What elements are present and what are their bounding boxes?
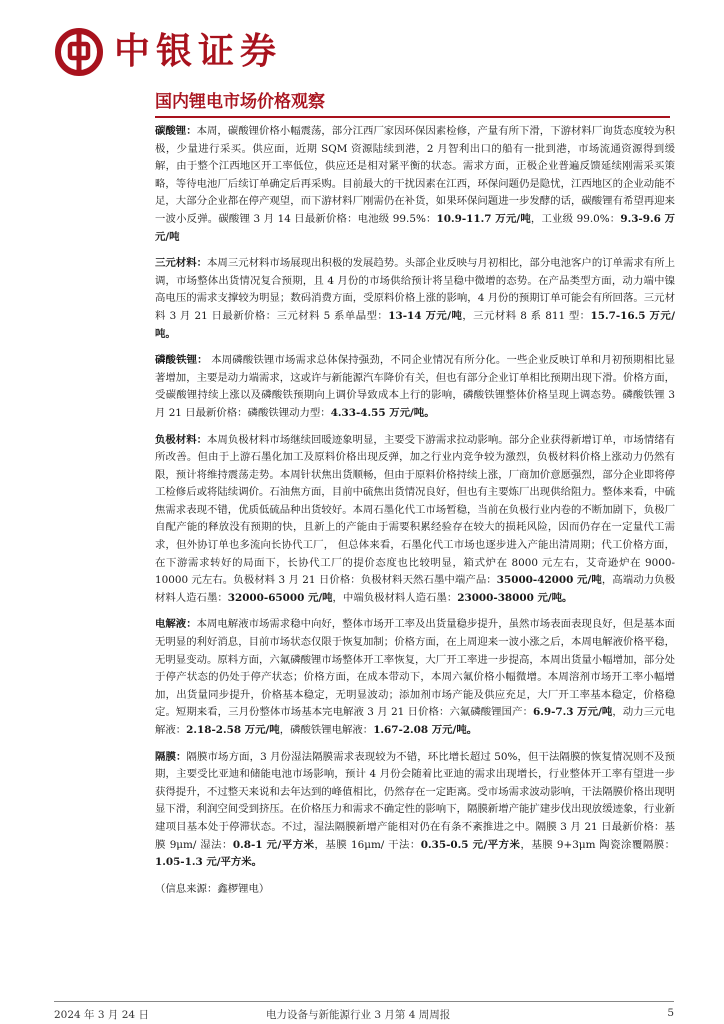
price-figure: 35000-42000 元/吨 bbox=[496, 574, 602, 587]
paragraph-text: 本周三元材料市场展现出积极的发展趋势。头部企业反映与月初相比，部分电池客户的订单需求有所上调，市场整体出货情况复合预期，且 4 月份的市场供给预计将呈稳中微增的态势。在产品类型方面，动力端中镍高电压的需求支撑较为明显；数码消费方面，受原料价格上涨的影响，4 月份的预期订单可能会有所回落。三元材料 3 月 21 日最新价格：三元材料 5 系单晶型： bbox=[155, 257, 676, 322]
paragraph-text: ，动力三元电解液： bbox=[155, 706, 676, 736]
source-note: （信息来源：鑫椤锂电） bbox=[155, 882, 270, 895]
page-number: 5 bbox=[667, 1007, 674, 1019]
price-figure: 10.9-11.7 万元/吨 bbox=[436, 212, 531, 225]
market-paragraph bbox=[155, 123, 675, 246]
paragraph-text: ，工业级 99.0%： bbox=[530, 212, 621, 225]
bank-of-china-logo-icon bbox=[54, 27, 104, 77]
price-figure: 6.9-7.3 万元/吨 bbox=[533, 706, 613, 719]
paragraph-text: 隔膜市场方面，3 月份湿法隔膜需求表现较为不错，环比增长超过 50%，但干法隔膜的恢复情况则不及预期，主要受比亚迪和储能电池市场影响，预计 4 月份会随着比亚迪的需求出现增长，行业整体开工率有望进一步获得提升，不过整天来说和去年达到的峰值相比，仍然存在一定距离。受市场需求波动影响，干法隔膜价格出现明显下滑，利润空间受到挤压。在价格压力和需求不确定性的影响下，隔膜新增产能扩建步伐出现放缓迹象，行业新建项目基本处于停滞状态。不过，湿法隔膜新增产能相对仍在有条不紊推进之中。隔膜 3 月 21 日最新价格：基膜 9μm/ 湿法： bbox=[155, 750, 675, 851]
brand-logo bbox=[54, 26, 282, 78]
paragraph-lead: 三元材料： bbox=[155, 257, 208, 270]
section-header bbox=[155, 91, 670, 118]
title-underline bbox=[155, 116, 670, 118]
page-title: 国内锂电市场价格观察 bbox=[155, 92, 325, 112]
paragraph-text: ，基膜 9+3μm 陶瓷涂覆隔膜： bbox=[520, 838, 675, 851]
price-figure: 0.35-0.5 元/平方米 bbox=[420, 838, 521, 851]
paragraph-lead: 电解液： bbox=[155, 618, 197, 631]
price-figure: 15.7-16.5 万元/吨。 bbox=[155, 309, 676, 340]
paragraph-text: ，磷酸铁锂电解液： bbox=[279, 724, 374, 736]
paragraph-text: ，基膜 16μm/ 干法： bbox=[314, 838, 421, 851]
price-figure: 4.33-4.55 万元/吨。 bbox=[330, 406, 435, 419]
price-figure: 32000-65000 元/吨 bbox=[227, 591, 333, 604]
footer-divider bbox=[54, 1001, 674, 1002]
market-paragraph bbox=[155, 432, 675, 608]
paragraph-text: 本周负极材料市场继续回暖迹象明显，主要受下游需求拉动影响。部分企业获得新增订单，市场情绪有所改善。但由于上游石墨化加工及原料价格出现反弹，加之行业内竞争较为激烈，负极材料价格上涨动力仍然有限，预计将维持震荡走势。本周针状焦出货顺畅，但由于原料价格持续上涨，厂商加价意愿强烈，部分企业即将停工检修后或将陆续调价。石油焦方面，目前中硫焦出货情况良好，但也有主要炼厂出现供给阻力。整体来看，中硫焦需求表现不错，优质低硫品种出货较好。本周石墨化代工市场暂稳，当前在负极行业内卷的不断加剧下，负极厂自配产能的释放没有预期的快，且新上的产能由于需要积累经验存在较大的损耗风险，因而仍存在一定量代工需求，但外协订单也多流向长协代工厂， 但总体来看，石墨化代工市场也逐步进入产能出清周期；代工价格方面，在下游需求转好的局面下，长协代工厂的提价态度也比较明显，箱式炉在 8000 元左右，艾奇逊炉在 9000-10000 元左右。负极材料 3 月 21 日价格：负极材料天然石墨中端产品： bbox=[155, 433, 676, 587]
paragraph-text: 本周，碳酸锂价格小幅震荡，部分江西厂家因环保因素检修，产量有所下滑，下游材料厂询货态度较为积极，少量进行采买。供应面，近期 SQM 资源陆续到港，2 月智利出口的船有一批到港，市场流通资源得到缓解，由于整个江西地区开工率低位，供应还是相对紧平衡的状态。需求方面，正极企业普遍反馈延续刚需采买策略，等待电池厂后续订单确定后再采购。目前最大的干扰因素在江西，环保问题仍是隐忧，江西地区的企业动能不足，大部分企业都在停产观望，而下游材料厂刚需仍在补货，如果环保问题进一步发酵的话，碳酸锂有希望再迎来一波小反弹。碳酸锂 3 月 14 日最新价格：电池级 99.5%： bbox=[155, 125, 676, 225]
price-figure: 13-14 万元/吨 bbox=[388, 309, 463, 322]
price-figure: 1.05-1.3 元/平方米。 bbox=[155, 856, 263, 869]
footer-report-title: 电力设备与新能源行业 3 月第 4 周周报 bbox=[266, 1009, 451, 1021]
market-sections bbox=[155, 123, 675, 872]
market-paragraph bbox=[155, 616, 675, 739]
price-figure: 2.18-2.58 万元/吨 bbox=[186, 724, 280, 736]
paragraph-text: ，中端负极材料人造石墨： bbox=[332, 591, 458, 604]
market-paragraph bbox=[155, 749, 675, 872]
paragraph-text: ，三元材料 8 系 811 型： bbox=[462, 309, 591, 322]
paragraph-lead: 磷酸铁锂： bbox=[155, 354, 208, 367]
page-footer bbox=[54, 1007, 674, 1021]
price-figure: 1.67-2.08 万元/吨。 bbox=[373, 724, 478, 736]
price-figure: 0.8-1 元/平方米 bbox=[232, 838, 315, 851]
paragraph-text: ，高端动力负极材料人造石墨： bbox=[155, 574, 676, 604]
paragraph-lead: 碳酸锂： bbox=[155, 125, 197, 137]
price-figure: 9.3-9.6 万元/吨 bbox=[155, 212, 676, 243]
paragraph-text: 本周磷酸铁锂市场需求总体保持强劲，不同企业情况有所分化。一些企业反映订单和月初预期相比显著增加，主要是动力端需求，这或许与新能源汽车降价有关，但也有部分企业订单相比预期出现下滑。价格方面，受碳酸锂持续上涨以及磷酸铁预期向上调价导致成本上行的影响，磷酸铁锂整体价格呈现上调态势。磷酸铁锂 3 月 21 日最新价格：磷酸铁锂动力型： bbox=[155, 354, 675, 419]
price-figure: 23000-38000 元/吨。 bbox=[457, 591, 573, 604]
market-paragraph bbox=[155, 352, 675, 422]
article-body bbox=[155, 123, 675, 909]
paragraph-lead: 隔膜： bbox=[155, 750, 187, 763]
brand-name: 中银证券 bbox=[114, 31, 283, 72]
paragraph-lead: 负极材料： bbox=[155, 433, 208, 446]
footer-date: 2024 年 3 月 24 日 bbox=[54, 1009, 149, 1021]
paragraph-text: 本周电解液市场需求稳中向好，整体市场开工率及出货量稳步提升，虽然市场表面表现良好，但是基本面无明显的利好消息，目前市场状态仅限于恢复加制；价格方面，在上周迎来一波小涨之后，本周电解液价格平稳，无明显变动。原料方面，六氟磷酸锂市场整体开工率恢复，大厂开工率进一步提高，本周出货量小幅增加，部分处于停产状态的仍处于停产状态；价格方面，在成本带动下，本周六氟价格小幅微增。本周溶剂市场开工率小幅增加，出货量同步提升，价格基本稳定，无明显波动；添加剂市场产能及供应充足，大厂开工率基本稳定，价格稳定。短期来看，三月份整体市场基本完电解液 3 月 21 日价格：六氟磷酸锂国产： bbox=[155, 618, 676, 719]
market-paragraph bbox=[155, 255, 675, 343]
